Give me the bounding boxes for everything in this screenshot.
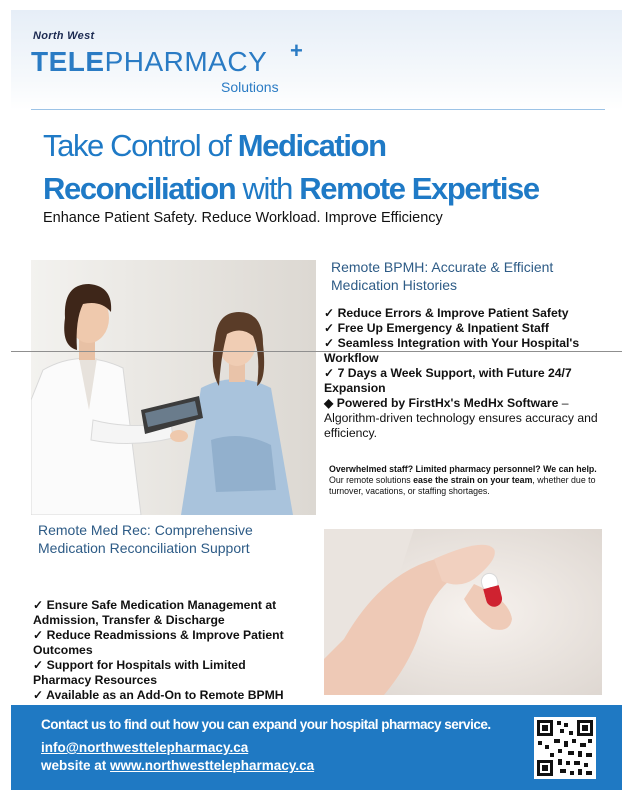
bpmh-benefit: ✓ 7 Days a Week Support, with Future 24/7 [324,366,572,380]
title-part: with [235,171,300,206]
tagline: Enhance Patient Safety. Reduce Workload. Improve Efficiency [43,210,443,226]
medrec-benefits-list [33,598,318,703]
contact-footer [11,705,622,790]
staffing-note-body [329,475,622,497]
bpmh-benefit: Workflow [324,351,379,365]
pharmacist-patient-photo [31,260,316,515]
title-part: Reconciliation [43,171,236,206]
bpmh-heading-line: Medication Histories [331,277,458,293]
bpmh-heading [331,258,553,294]
medrec-benefit: ✓ Support for Hospitals with Limited [33,658,246,672]
capsule-hand-photo [324,529,602,695]
logo-pharmacy: PHARMACY [104,46,268,77]
medrec-benefit: Admission, Transfer & Discharge [33,613,225,627]
medrec-benefit: ✓ Ensure Safe Medication Management at [33,598,277,612]
staffing-note-headline: Overwhelmed staff? Limited pharmacy personnel? We can help. [329,464,597,474]
logo-tele: TELE [31,46,105,77]
bpmh-benefit: ✓ Seamless Integration with Your Hospital's [324,336,580,350]
medrec-benefit: ✓ Reduce Readmissions & Improve Patient [33,628,284,642]
medrec-heading-line: Medication Reconciliation Support [38,540,250,556]
website-label: website at [41,758,111,773]
medrec-heading-line: Remote Med Rec: Comprehensive [38,522,253,538]
powered-by-label: ◆ Powered by FirstHx's MedHx Software [324,396,559,410]
logo-telepharmacy [31,46,267,78]
powered-by-text: – Algorithm-driven technology ensures accuracy and efficiency. [324,396,598,440]
title-part: Take Control of [43,128,238,163]
staffing-note [329,464,622,497]
bpmh-benefits-list [324,306,622,441]
note-text: , whether due to turnover, vacations, or staffing shortages. [329,475,596,496]
qr-code[interactable] [534,717,596,779]
logo-plus: + [290,38,303,63]
bpmh-benefit: ✓ Reduce Errors & Improve Patient Safety [324,306,569,320]
note-emphasis: ease the strain on your team [413,475,533,485]
medrec-benefit: ✓ Available as an Add-On to Remote BPMH [33,688,284,702]
medrec-heading [38,521,253,557]
bpmh-powered-by [324,396,622,441]
title-part: Medication [237,128,386,163]
website-link[interactable]: www.northwesttelepharmacy.ca [110,758,315,773]
bpmh-benefit: Expansion [324,381,386,395]
header-rule [31,109,605,110]
note-text: Our remote solutions [329,475,414,485]
title-part: Remote Expertise [299,171,539,206]
page-title [43,124,613,210]
bpmh-heading-line: Remote BPMH: Accurate & Efficient [331,259,554,275]
bpmh-benefit: ✓ Free Up Emergency & Inpatient Staff [324,321,549,335]
flyer-page [11,10,622,790]
logo-solutions: Solutions [221,79,279,95]
medrec-benefit: Outcomes [33,643,93,657]
contact-text: Contact us to find out how you can expand your hospital pharmacy service. [41,717,491,732]
logo-northwest: North West [33,30,95,42]
website-line [41,758,314,773]
medrec-benefit: Pharmacy Resources [33,673,157,687]
email-link[interactable]: info@northwesttelepharmacy.ca [41,740,249,755]
